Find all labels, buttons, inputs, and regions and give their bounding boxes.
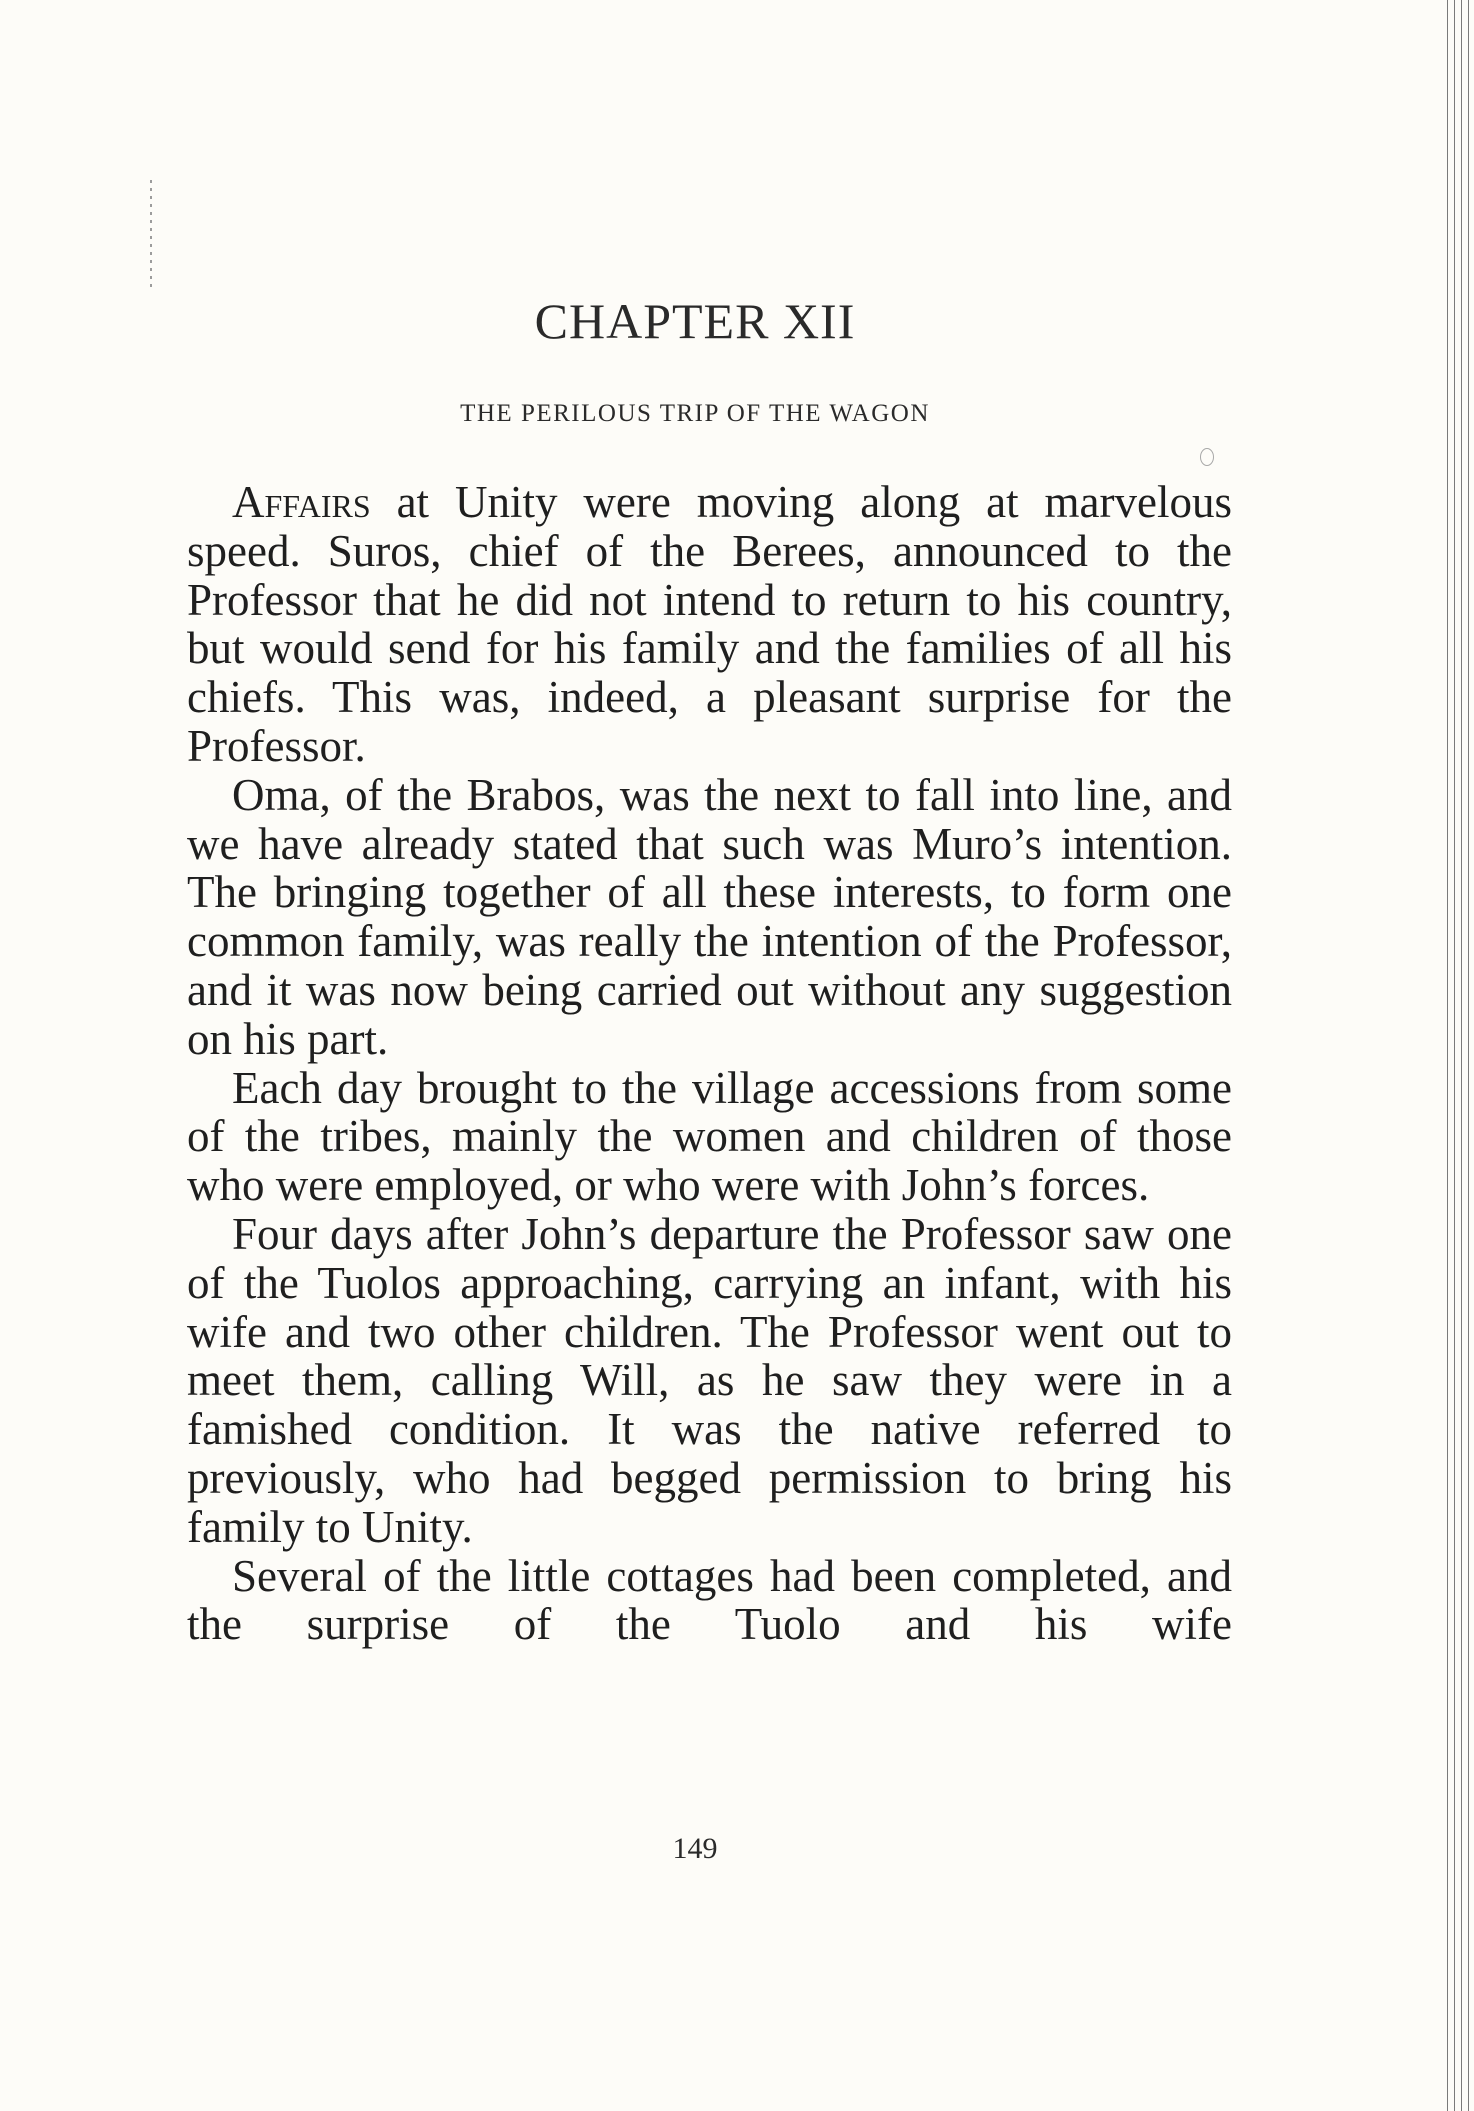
margin-mark — [150, 180, 152, 290]
paragraph-lead: Affairs — [232, 477, 371, 527]
chapter-subtitle: THE PERILOUS TRIP OF THE WAGON — [460, 400, 930, 427]
paragraph: Several of the little cottages had been completed, and the surprise of the Tuolo and his wife — [187, 1550, 1232, 1650]
ink-mark — [1200, 448, 1214, 466]
paragraph-text: at Unity were moving along at marvelous speed. Suros, chief of the Berees, announced to the Professor that he did not intend to return to his country, but would send for his family and the families of all his chiefs. This was, indeed, a pleasant surprise for the Professor. — [187, 477, 1232, 771]
chapter-title: CHAPTER XII — [534, 293, 856, 349]
paragraph — [187, 478, 1232, 771]
paragraph: Four days after John’s departure the Professor saw one of the Tuolos approaching, carrying an infant, with his wife and two other children. The Professor went out to meet them, calling Will, as he saw they were in a famished condition. It was the native referred to previously, who had begged permission to bring his family to Unity. — [187, 1208, 1232, 1552]
book-binding-edge — [1444, 0, 1474, 2111]
paragraph: Each day brought to the village accessions from some of the tribes, mainly the women and children of those who were employed, or who were with John’s forces. — [187, 1062, 1232, 1211]
body-text — [187, 478, 1232, 1649]
page-number: 149 — [672, 1832, 718, 1865]
paragraph: Oma, of the Brabos, was the next to fall into line, and we have already stated that such was Muro’s intention. The bringing together of all these interests, to form one common family, was really the intention of the Professor, and it was now being carried out without any suggestion on his part. — [187, 769, 1232, 1064]
